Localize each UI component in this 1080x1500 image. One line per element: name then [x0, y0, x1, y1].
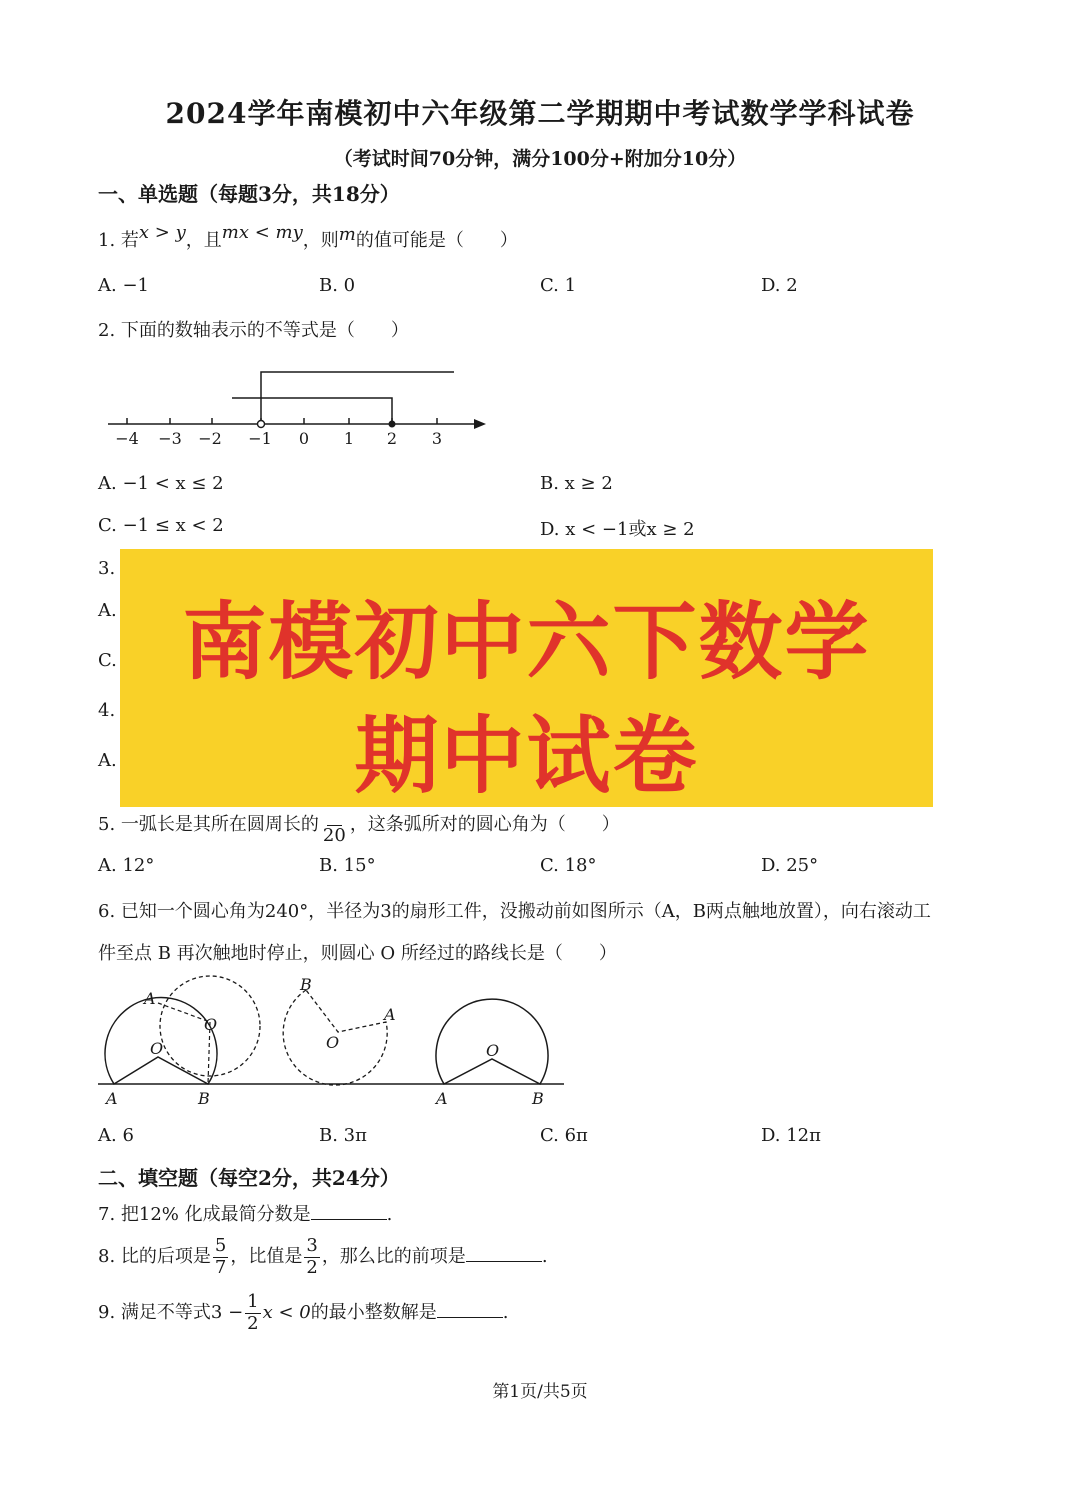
page-number: 第1页/共5页 [492, 1382, 588, 1402]
question-1 [98, 222, 518, 252]
label-b: B [532, 1089, 544, 1108]
q7-prefix: 7. 把12% 化成最简分数是 [98, 1204, 311, 1225]
tick-label: −4 [115, 429, 139, 448]
tick-label: 2 [386, 429, 398, 448]
q1-variable: m [338, 224, 356, 245]
q9-prefix: 9. 满足不等式 [98, 1302, 211, 1324]
q7-answer-blank[interactable] [311, 1205, 387, 1220]
q5-prefix: 5. 一弧长是其所在圆周长的 [98, 814, 319, 836]
question-7 [98, 1200, 392, 1226]
question-8 [98, 1236, 548, 1278]
label-o: O [150, 1039, 164, 1058]
q8-prefix: 8. 比的后项是 [98, 1246, 211, 1268]
tick-label: 0 [298, 429, 310, 448]
q9-expression-tail: x < 0 [262, 1302, 311, 1324]
tick-label: −1 [248, 429, 272, 448]
q6-option-a: A. 6 [98, 1125, 134, 1146]
q2-option-c: C. −1 ≤ x < 2 [98, 515, 224, 536]
section-heading-fill-blank: 二、填空题（每空2分，共24分） [98, 1166, 400, 1190]
banner-line-1: 南模初中六下数学 [182, 593, 871, 691]
promo-banner [120, 549, 933, 807]
q1-condition-1: x > y [138, 222, 186, 243]
q2-option-d: D. x < −1或x ≥ 2 [540, 519, 695, 540]
tick-label: −3 [158, 429, 182, 448]
q1-mid2: ，则 [302, 230, 339, 251]
label-a: A [106, 1089, 118, 1108]
q1-mid: ，且 [185, 230, 222, 251]
q1-suffix: 的值可能是（ ） [355, 230, 518, 251]
q8-fraction-1-numerator: 5 [214, 1235, 227, 1256]
label-b: B [198, 1089, 210, 1108]
q8-fraction-1-denominator: 7 [214, 1256, 227, 1278]
open-point-minus-1 [258, 421, 265, 428]
q1-condition-2: mx < my [221, 222, 303, 243]
question-2: 2. 下面的数轴表示的不等式是（ ） [98, 320, 409, 341]
q5-fraction-denominator: 20 [322, 824, 346, 846]
q9-mid: 的最小整数解是 [310, 1302, 437, 1324]
banner-line-2: 期中试卷 [354, 707, 699, 805]
rolling-sector-figure [96, 970, 576, 1112]
question-5 [98, 804, 620, 846]
q8-fraction-2 [304, 1236, 319, 1278]
label-a: A [384, 1005, 396, 1024]
question-4-number: 4. [98, 700, 116, 721]
q1-prefix: 1. 若 [98, 230, 139, 251]
exam-title: 2024学年南模初中六年级第二学期期中考试数学学科试卷 [165, 97, 915, 130]
question-6-line-2: 件至点 B 再次触地时停止，则圆心 O 所经过的路线长是（ ） [98, 943, 617, 964]
q8-suffix: . [541, 1246, 548, 1268]
q5-suffix: ，这条弧所对的圆心角为（ ） [349, 814, 620, 836]
tick-label: 3 [431, 429, 443, 448]
q5-fraction-numerator [327, 804, 342, 826]
q6-option-b: B. 3π [319, 1125, 367, 1146]
q9-expression-lead: 3 − [210, 1302, 244, 1324]
q8-answer-blank[interactable] [466, 1247, 542, 1262]
label-a: A [144, 989, 156, 1008]
q3-option-a-label: A. [98, 600, 117, 621]
q1-option-d: D. 2 [761, 275, 798, 296]
q1-option-a: A. −1 [98, 275, 149, 296]
label-o: O [326, 1033, 340, 1052]
label-b: B [300, 975, 312, 994]
q5-option-b: B. 15° [319, 855, 376, 876]
q8-mid: ，比值是 [230, 1246, 303, 1268]
q9-suffix: . [502, 1302, 509, 1324]
number-line-figure [98, 360, 498, 452]
bracket-lower [232, 398, 392, 424]
q6-option-c: C. 6π [540, 1125, 588, 1146]
exam-subtitle: （考试时间70分钟，满分100分+附加分10分） [333, 148, 747, 170]
tick-label: 1 [343, 429, 355, 448]
q6-option-d: D. 12π [761, 1125, 821, 1146]
q5-option-c: C. 18° [540, 855, 597, 876]
axis-arrow [474, 419, 486, 429]
q5-fraction [321, 804, 348, 846]
dashed-radius-a [158, 1003, 210, 1022]
q8-fraction-2-numerator: 3 [306, 1235, 318, 1256]
q2-option-a: A. −1 < x ≤ 2 [98, 473, 224, 494]
q1-option-c: C. 1 [540, 275, 577, 296]
question-6-line-1: 6. 已知一个圆心角为240°，半径为3的扇形工件，没搬动前如图所示（A，B两点触地放置），向右滚动工 [98, 901, 931, 922]
q8-fraction-1 [213, 1236, 228, 1278]
closed-point-2 [389, 421, 396, 428]
question-3-number: 3. [98, 558, 116, 579]
q3-option-c-label: C. [98, 650, 117, 671]
q2-option-b: B. x ≥ 2 [540, 473, 613, 494]
q8-mid2: ，那么比的前项是 [321, 1246, 466, 1268]
q5-option-d: D. 25° [761, 855, 819, 876]
tick-label: −2 [198, 429, 222, 448]
q9-answer-blank[interactable] [437, 1303, 503, 1318]
q4-option-a-label: A. [98, 750, 117, 771]
label-a: A [436, 1089, 448, 1108]
question-9 [98, 1292, 509, 1334]
label-o: O [486, 1041, 500, 1060]
label-o: O [204, 1015, 218, 1034]
q9-fraction [245, 1292, 260, 1334]
q5-option-a: A. 12° [98, 855, 155, 876]
q8-fraction-2-denominator: 2 [306, 1256, 318, 1278]
q9-fraction-numerator: 1 [247, 1291, 259, 1312]
q9-fraction-denominator: 2 [247, 1312, 259, 1334]
section-heading-single-choice: 一、单选题（每题3分，共18分） [98, 182, 400, 206]
q1-option-b: B. 0 [319, 275, 356, 296]
q7-suffix: . [386, 1204, 393, 1225]
